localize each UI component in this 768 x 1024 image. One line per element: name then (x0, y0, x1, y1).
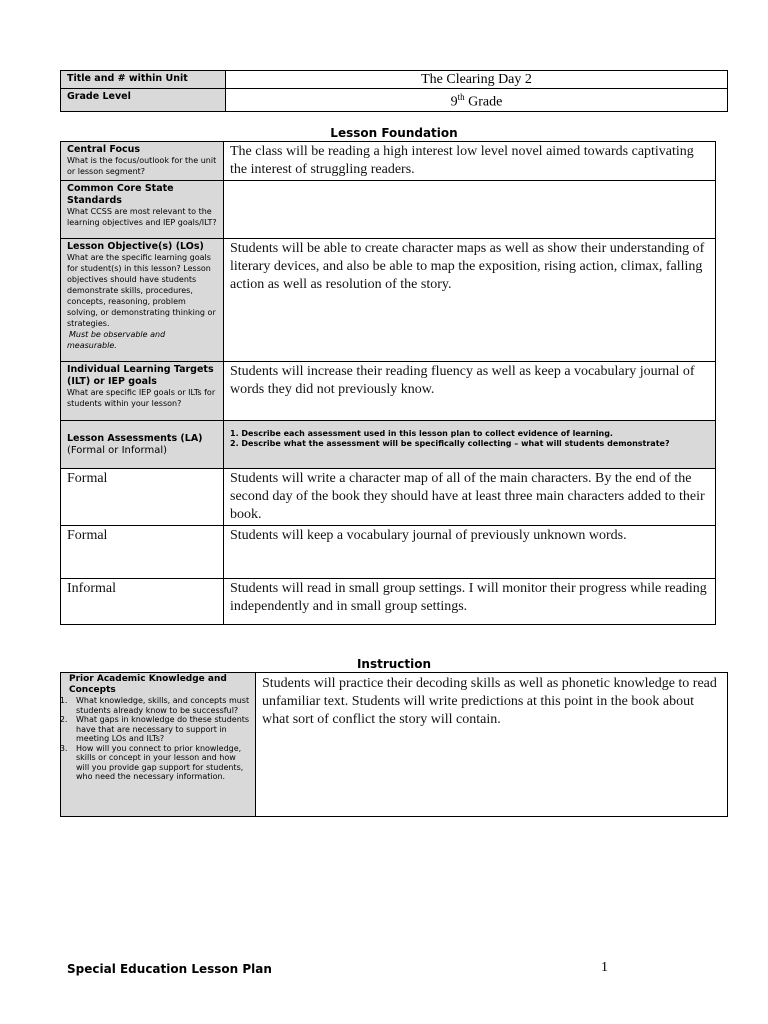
grade-label: Grade Level (67, 91, 131, 102)
central-focus-desc: What is the focus/outlook for the unit or lesson segment? (67, 156, 217, 176)
list-item: 3. How will you connect to prior knowledge, skills or concept in your lesson and how will you provide gap support for students, who need the necessary information. (70, 744, 251, 782)
objectives-label: Lesson Objective(s) (LOs) (67, 241, 204, 252)
assessment-type: Formal (61, 526, 224, 579)
prior-knowledge-label: Prior Academic Knowledge and Concepts (69, 674, 227, 695)
assessment-type: Informal (61, 579, 224, 625)
standards-cell (61, 181, 224, 239)
targets-cell (61, 362, 224, 421)
central-focus-cell (61, 142, 224, 181)
grade-label-cell (61, 89, 226, 112)
assessment-row (61, 526, 716, 579)
assessment-text: Students will write a character map of all of the main characters. By the end of the second day of the book they should have at least three main characters added to their book. (224, 469, 716, 526)
assessment-row (61, 579, 716, 625)
assessments-cell (61, 421, 224, 469)
assessments-instructions-cell (224, 421, 716, 469)
page-number: 1 (601, 960, 608, 975)
list-item: 2. What gaps in knowledge do these students have that are necessary to support in meeting LOs and ILTs? (70, 715, 251, 744)
title-label-cell (61, 71, 226, 89)
assessments-label: Lesson Assessments (LA) (67, 432, 203, 444)
assessment-text: Students will read in small group settings. I will monitor their progress while reading independently and in small group settings. (224, 579, 716, 625)
objectives-cell (61, 239, 224, 362)
prior-knowledge-list (63, 696, 251, 782)
footer-title: Special Education Lesson Plan (67, 962, 272, 976)
assessment-type: Formal (61, 469, 224, 526)
central-focus-value: The class will be reading a high interest low level novel aimed towards captivating the interest of struggling readers. (224, 142, 716, 181)
grade-value (226, 89, 728, 112)
grade-number: 9 (450, 94, 458, 110)
standards-label: Common Core State Standards (67, 183, 174, 206)
instruction-table (60, 672, 728, 817)
assessments-instruction-1: 1. Describe each assessment used in this lesson plan to collect evidence of learning. (230, 429, 613, 438)
objectives-desc: What are the specific learning goals for student(s) in this lesson? Lesson objectives should have students demonstrate skills, procedures, concepts, reasoning, problem solving, or demonstrating thinking or strategies. (67, 253, 216, 328)
standards-value (224, 181, 716, 239)
foundation-table (60, 141, 716, 625)
instruction-heading: Instruction (356, 657, 432, 671)
header-table (60, 70, 728, 112)
title-label: Title and # within Unit (67, 73, 188, 84)
assessments-instruction-2: 2. Describe what the assessment will be specifically collecting – what will students demonstrate? (230, 438, 670, 448)
grade-suffix: Grade (464, 94, 503, 110)
title-value: The Clearing Day 2 (226, 71, 728, 89)
grade-superscript: th (457, 92, 465, 102)
targets-value: Students will increase their reading fluency as well as keep a vocabulary journal of words they did not previously know. (224, 362, 716, 421)
standards-desc: What CCSS are most relevant to the learning objectives and IEP goals/ILT? (67, 207, 217, 227)
lesson-foundation-heading: Lesson Foundation (330, 126, 458, 140)
assessment-row (61, 469, 716, 526)
targets-desc: What are specific IEP goals or ILTs for students within your lesson? (67, 388, 216, 408)
prior-knowledge-cell (61, 673, 256, 817)
assessments-sublabel: (Formal or Informal) (67, 444, 167, 456)
prior-knowledge-value: Students will practice their decoding skills as well as phonetic knowledge to read unfamiliar text. Students will write predictions at this point in the book about what sort of conflict the story will contain. (256, 673, 728, 817)
targets-label: Individual Learning Targets (ILT) or IEP goals (67, 364, 214, 387)
objectives-note: Must be observable and measurable. (67, 330, 166, 350)
objectives-value: Students will be able to create character maps as well as show their understanding of literary devices, and also be able to map the exposition, rising action, climax, falling action as well as resolution of the story. (224, 239, 716, 362)
central-focus-label: Central Focus (67, 144, 141, 155)
assessment-text: Students will keep a vocabulary journal of previously unknown words. (224, 526, 716, 579)
list-item: 1. What knowledge, skills, and concepts must students already know to be successful? (70, 696, 251, 715)
